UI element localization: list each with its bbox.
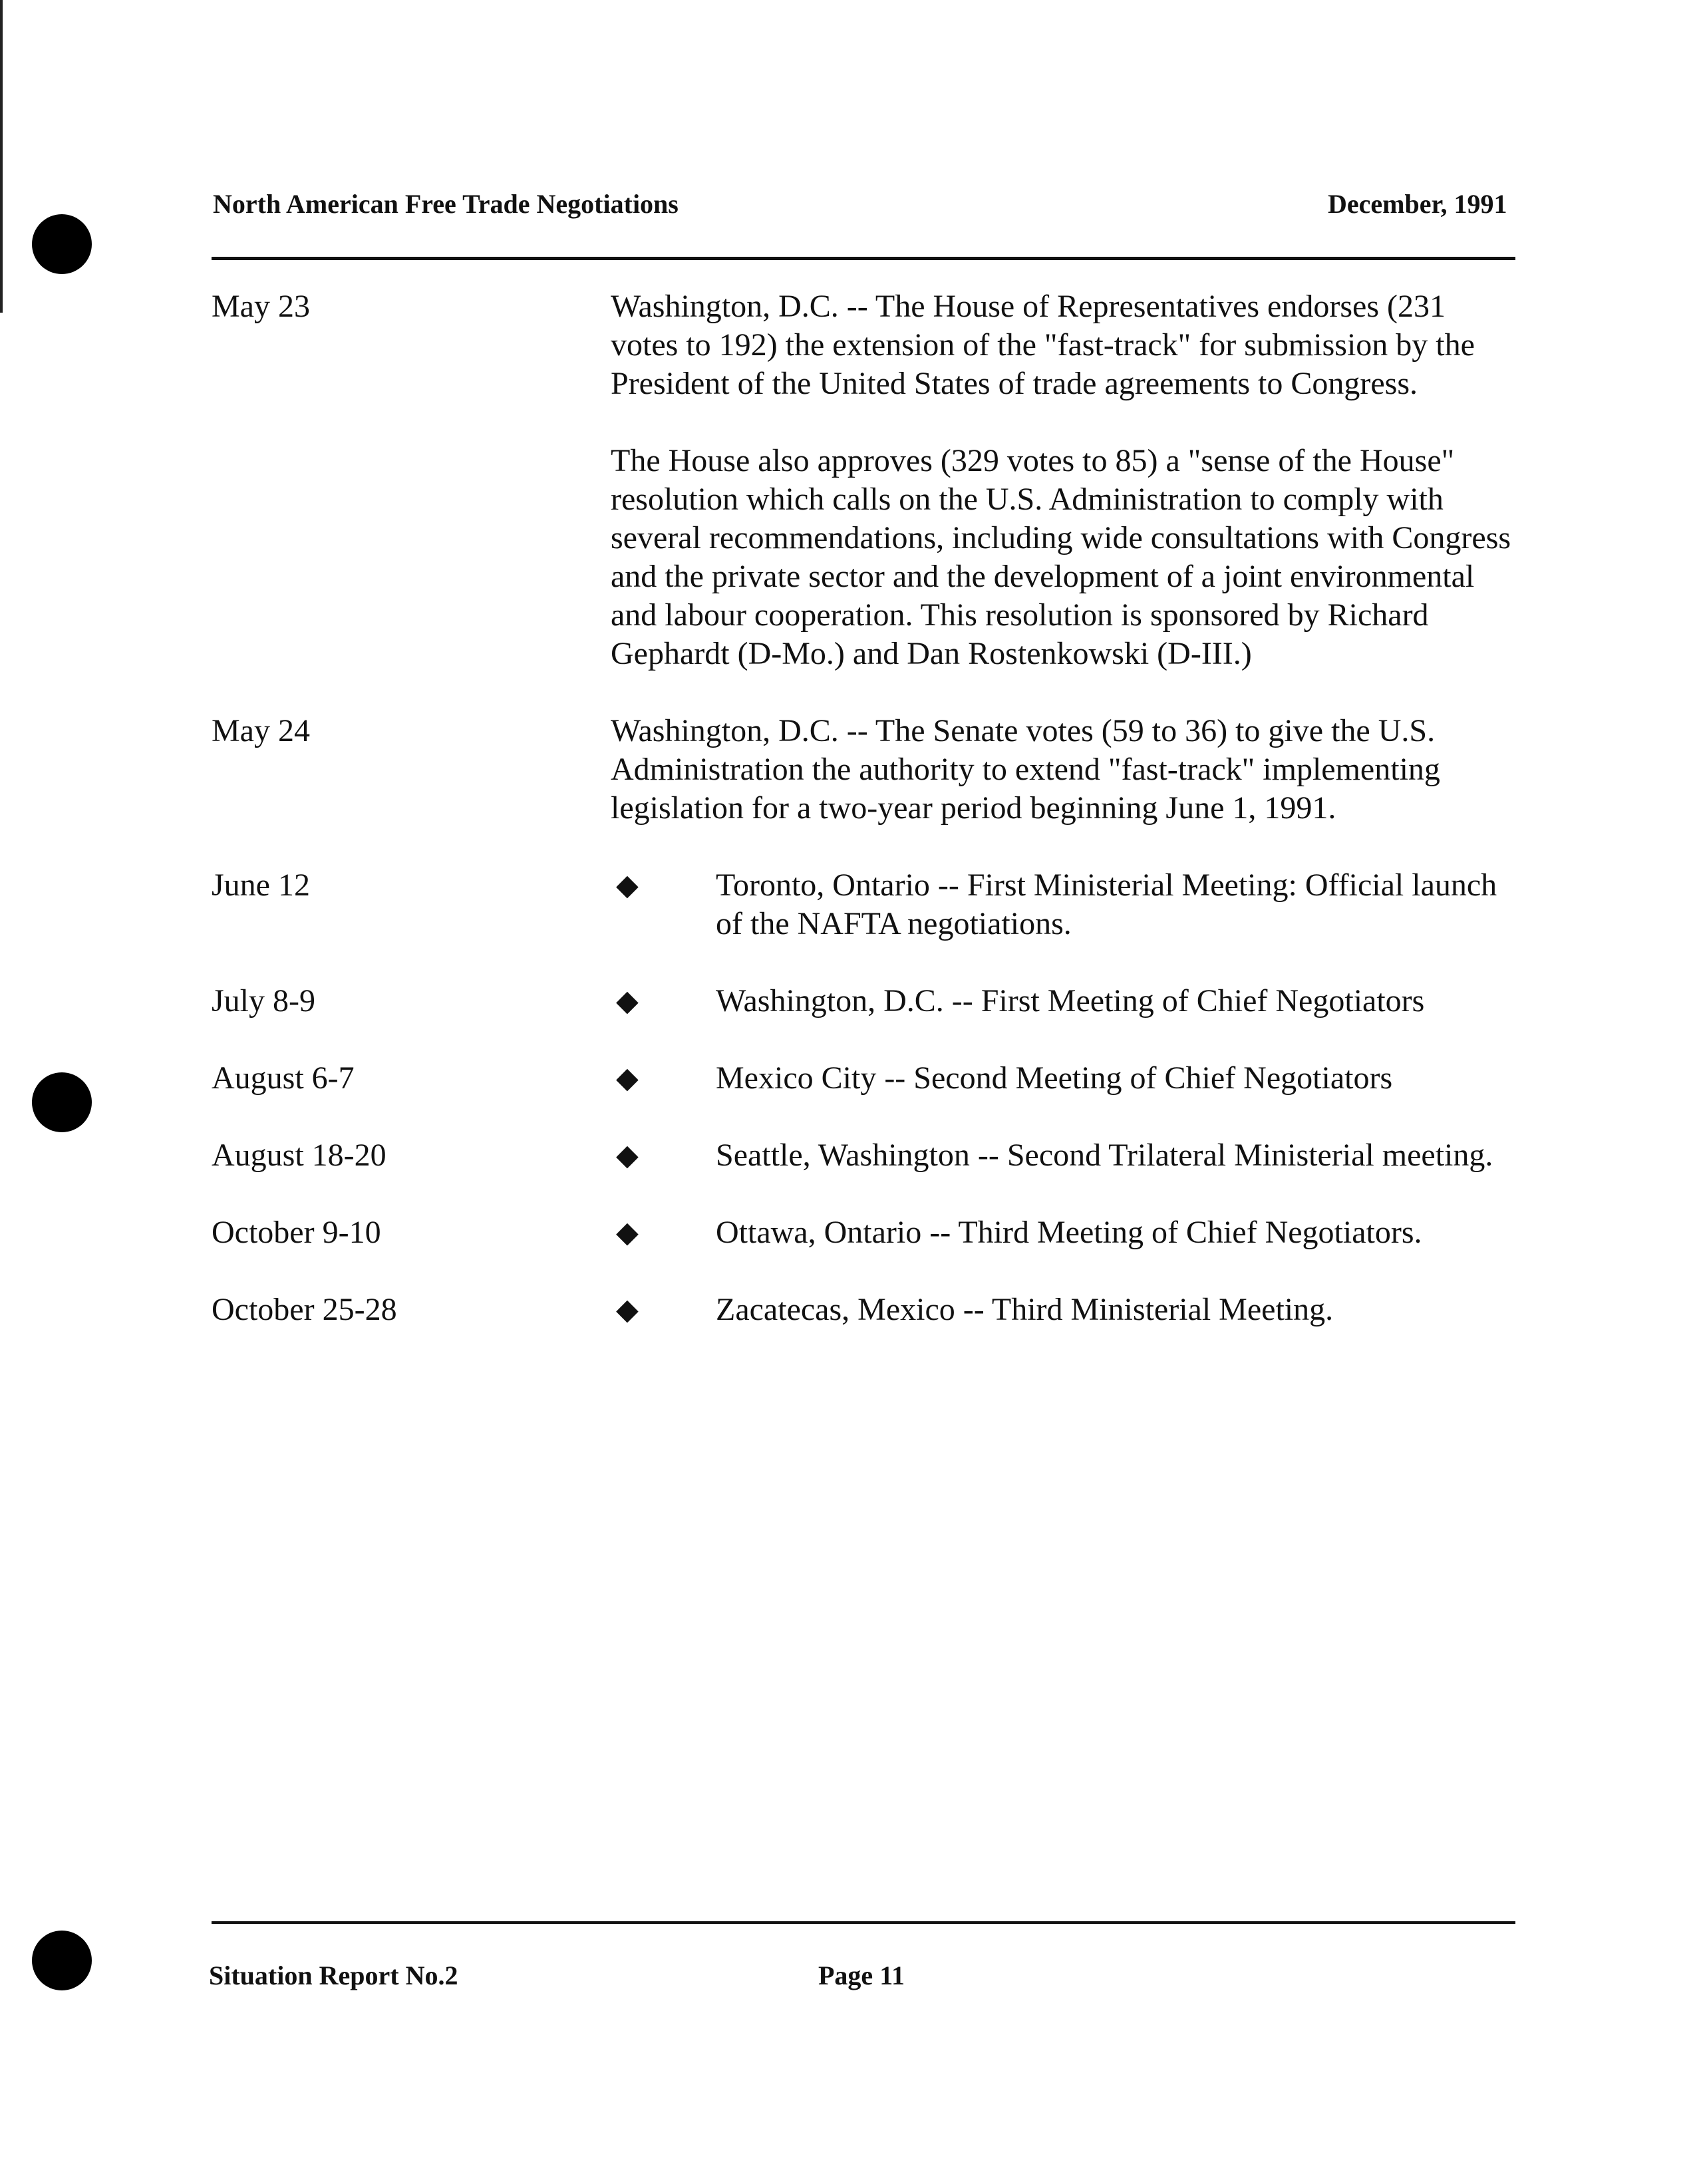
punch-hole-top — [32, 214, 92, 274]
timeline-entry — [212, 1136, 1515, 1175]
diamond-bullet-icon: ◆ — [616, 1062, 639, 1094]
entry-content — [611, 287, 1515, 712]
timeline-entry — [212, 1291, 1515, 1329]
timeline-entry — [212, 287, 1515, 712]
timeline-entry — [212, 1059, 1515, 1098]
header-rule — [212, 257, 1515, 260]
entry-date: July 8-9 — [212, 983, 315, 1018]
diamond-bullet-icon: ◆ — [616, 1293, 639, 1326]
timeline-entry — [212, 866, 1515, 943]
diamond-bullet-icon: ◆ — [616, 869, 639, 901]
diamond-bullet-icon: ◆ — [616, 1139, 639, 1171]
diamond-bullet-icon: ◆ — [616, 1216, 639, 1249]
punch-hole-bottom — [32, 1931, 92, 1990]
footer-report: Situation Report No.2 — [209, 1960, 458, 1990]
entry-date: October 9-10 — [212, 1215, 381, 1250]
entry-paragraph: Washington, D.C. -- The House of Representatives endorses (231 votes to 192) the extension of the "fast-track" for submission by the President of the United States of trade agreements to Congress. — [611, 289, 1475, 401]
entry-date: June 12 — [212, 867, 310, 903]
footer-rule — [212, 1921, 1515, 1924]
entry-paragraph: Washington, D.C. -- The Senate votes (59 to 36) to give the U.S. Administration the authority to extend "fast-track" implementing legislation for a two-year period beginning June 1, 1991. — [611, 713, 1440, 826]
entry-date: August 18-20 — [212, 1138, 386, 1173]
entry-content — [611, 712, 1515, 866]
entry-paragraph: The House also approves (329 votes to 85) a "sense of the House" resolution which calls on the U.S. Administration to comply with several recommendations, including wide consultations with Congress and the private sector and the development of a joint environmental and labour cooperation. This resolution is sponsored by Richard Gephardt (D-Mo.) and Dan Rostenkowski (D-III.) — [611, 443, 1511, 671]
timeline-entry — [212, 712, 1515, 866]
entry-text: Toronto, Ontario -- First Ministerial Meeting: Official launch of the NAFTA negotiations. — [716, 867, 1497, 941]
page-edge-line — [0, 0, 3, 313]
entry-date: August 6-7 — [212, 1060, 355, 1096]
entry-text: Washington, D.C. -- First Meeting of Chief Negotiators — [716, 983, 1425, 1018]
entry-text: Mexico City -- Second Meeting of Chief Negotiators — [716, 1060, 1393, 1096]
page-number: Page 11 — [818, 1960, 905, 1990]
header-date: December, 1991 — [1328, 189, 1507, 219]
entry-text: Seattle, Washington -- Second Trilateral Ministerial meeting. — [716, 1138, 1493, 1173]
entry-date: May 24 — [212, 713, 310, 748]
diamond-bullet-icon: ◆ — [616, 985, 639, 1017]
punch-hole-middle — [32, 1072, 92, 1132]
timeline — [212, 287, 1515, 1329]
entry-date: May 23 — [212, 289, 310, 324]
timeline-entry — [212, 1213, 1515, 1252]
header-title: North American Free Trade Negotiations — [213, 189, 679, 219]
timeline-entry — [212, 982, 1515, 1020]
entry-text: Ottawa, Ontario -- Third Meeting of Chief Negotiators. — [716, 1215, 1422, 1250]
entry-text: Zacatecas, Mexico -- Third Ministerial Meeting. — [716, 1292, 1334, 1327]
entry-date: October 25-28 — [212, 1292, 397, 1327]
